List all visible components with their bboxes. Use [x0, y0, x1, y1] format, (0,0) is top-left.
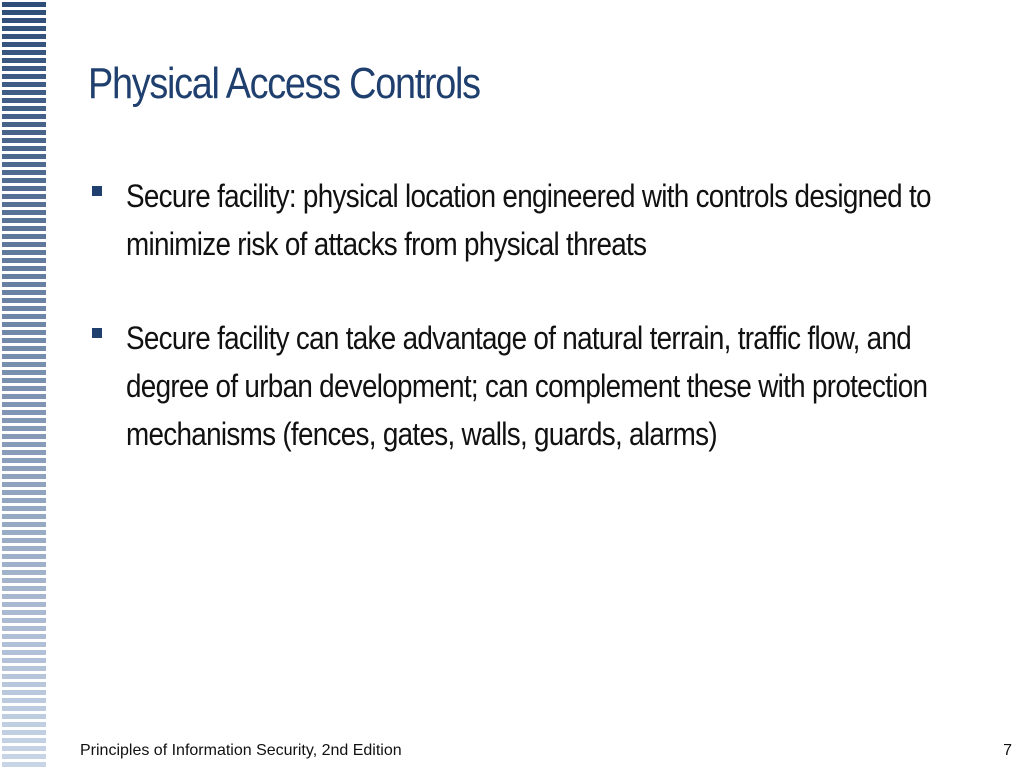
decorative-stripe: [2, 738, 46, 743]
decorative-stripe: [2, 106, 46, 111]
decorative-stripe: [2, 314, 46, 319]
decorative-stripe: [2, 98, 46, 103]
decorative-stripe: [2, 578, 46, 583]
decorative-stripe: [2, 306, 46, 311]
decorative-stripe: [2, 114, 46, 119]
decorative-stripe: [2, 706, 46, 711]
decorative-stripe: [2, 290, 46, 295]
decorative-stripe: [2, 146, 46, 151]
decorative-stripe: [2, 466, 46, 471]
slide-title: Physical Access Controls: [88, 59, 480, 108]
decorative-stripe: [2, 354, 46, 359]
decorative-stripe: [2, 442, 46, 447]
decorative-stripe: [2, 26, 46, 31]
decorative-stripe: [2, 74, 46, 79]
decorative-stripe: [2, 482, 46, 487]
decorative-stripe: [2, 714, 46, 719]
decorative-stripe: [2, 458, 46, 463]
decorative-stripe: [2, 82, 46, 87]
decorative-stripe: [2, 298, 46, 303]
decorative-stripe: [2, 754, 46, 759]
decorative-stripe: [2, 762, 46, 767]
decorative-stripe: [2, 90, 46, 95]
decorative-stripe: [2, 282, 46, 287]
decorative-stripe: [2, 426, 46, 431]
decorative-stripe: [2, 210, 46, 215]
decorative-stripe: [2, 330, 46, 335]
decorative-stripe: [2, 162, 46, 167]
decorative-stripe: [2, 562, 46, 567]
decorative-stripe: [2, 450, 46, 455]
decorative-stripe: [2, 370, 46, 375]
decorative-stripe: [2, 634, 46, 639]
decorative-stripe: [2, 178, 46, 183]
decorative-stripe: [2, 410, 46, 415]
decorative-stripe: [2, 626, 46, 631]
decorative-stripe: [2, 250, 46, 255]
decorative-stripe: [2, 554, 46, 559]
bullet-text: Secure facility can take advantage of natural terrain, traffic flow, and degree of urban development; can complement these with protection mechanisms (fences, gates, walls, guards, alarms): [126, 320, 928, 452]
decorative-stripe: [2, 610, 46, 615]
decorative-stripe: [2, 266, 46, 271]
decorative-stripe: [2, 538, 46, 543]
decorative-stripe: [2, 242, 46, 247]
decorative-stripe: [2, 394, 46, 399]
decorative-stripe: [2, 338, 46, 343]
decorative-stripe-bar: [0, 0, 48, 768]
decorative-stripe: [2, 650, 46, 655]
square-bullet-icon: [92, 186, 102, 196]
decorative-stripe: [2, 690, 46, 695]
bullet-list: [88, 172, 1018, 504]
decorative-stripe: [2, 138, 46, 143]
decorative-stripe: [2, 258, 46, 263]
decorative-stripe: [2, 434, 46, 439]
decorative-stripe: [2, 682, 46, 687]
decorative-stripe: [2, 546, 46, 551]
decorative-stripe: [2, 218, 46, 223]
decorative-stripe: [2, 402, 46, 407]
decorative-stripe: [2, 42, 46, 47]
decorative-stripe: [2, 666, 46, 671]
decorative-stripe: [2, 530, 46, 535]
decorative-stripe: [2, 186, 46, 191]
decorative-stripe: [2, 34, 46, 39]
decorative-stripe: [2, 362, 46, 367]
decorative-stripe: [2, 618, 46, 623]
decorative-stripe: [2, 498, 46, 503]
decorative-stripe: [2, 234, 46, 239]
decorative-stripe: [2, 730, 46, 735]
decorative-stripe: [2, 522, 46, 527]
decorative-stripe: [2, 10, 46, 15]
decorative-stripe: [2, 154, 46, 159]
decorative-stripe: [2, 658, 46, 663]
decorative-stripe: [2, 514, 46, 519]
decorative-stripe: [2, 58, 46, 63]
decorative-stripe: [2, 170, 46, 175]
decorative-stripe: [2, 2, 46, 7]
decorative-stripe: [2, 346, 46, 351]
bullet-item: [88, 172, 1018, 268]
decorative-stripe: [2, 66, 46, 71]
decorative-stripe: [2, 722, 46, 727]
bullet-text: Secure facility: physical location engineered with controls designed to minimize risk of attacks from physical threats: [126, 178, 931, 262]
decorative-stripe: [2, 418, 46, 423]
decorative-stripe: [2, 194, 46, 199]
page-number: 7: [1003, 742, 1012, 759]
decorative-stripe: [2, 322, 46, 327]
decorative-stripe: [2, 594, 46, 599]
bullet-item: [88, 314, 1018, 458]
decorative-stripe: [2, 386, 46, 391]
decorative-stripe: [2, 122, 46, 127]
decorative-stripe: [2, 586, 46, 591]
footer-text: Principles of Information Security, 2nd Edition: [80, 742, 402, 759]
decorative-stripe: [2, 642, 46, 647]
decorative-stripe: [2, 226, 46, 231]
decorative-stripe: [2, 506, 46, 511]
decorative-stripe: [2, 130, 46, 135]
square-bullet-icon: [92, 328, 102, 338]
decorative-stripe: [2, 746, 46, 751]
decorative-stripe: [2, 698, 46, 703]
decorative-stripe: [2, 50, 46, 55]
decorative-stripe: [2, 18, 46, 23]
decorative-stripe: [2, 474, 46, 479]
decorative-stripe: [2, 674, 46, 679]
decorative-stripe: [2, 602, 46, 607]
decorative-stripe: [2, 202, 46, 207]
decorative-stripe: [2, 570, 46, 575]
decorative-stripe: [2, 274, 46, 279]
decorative-stripe: [2, 378, 46, 383]
decorative-stripe: [2, 490, 46, 495]
